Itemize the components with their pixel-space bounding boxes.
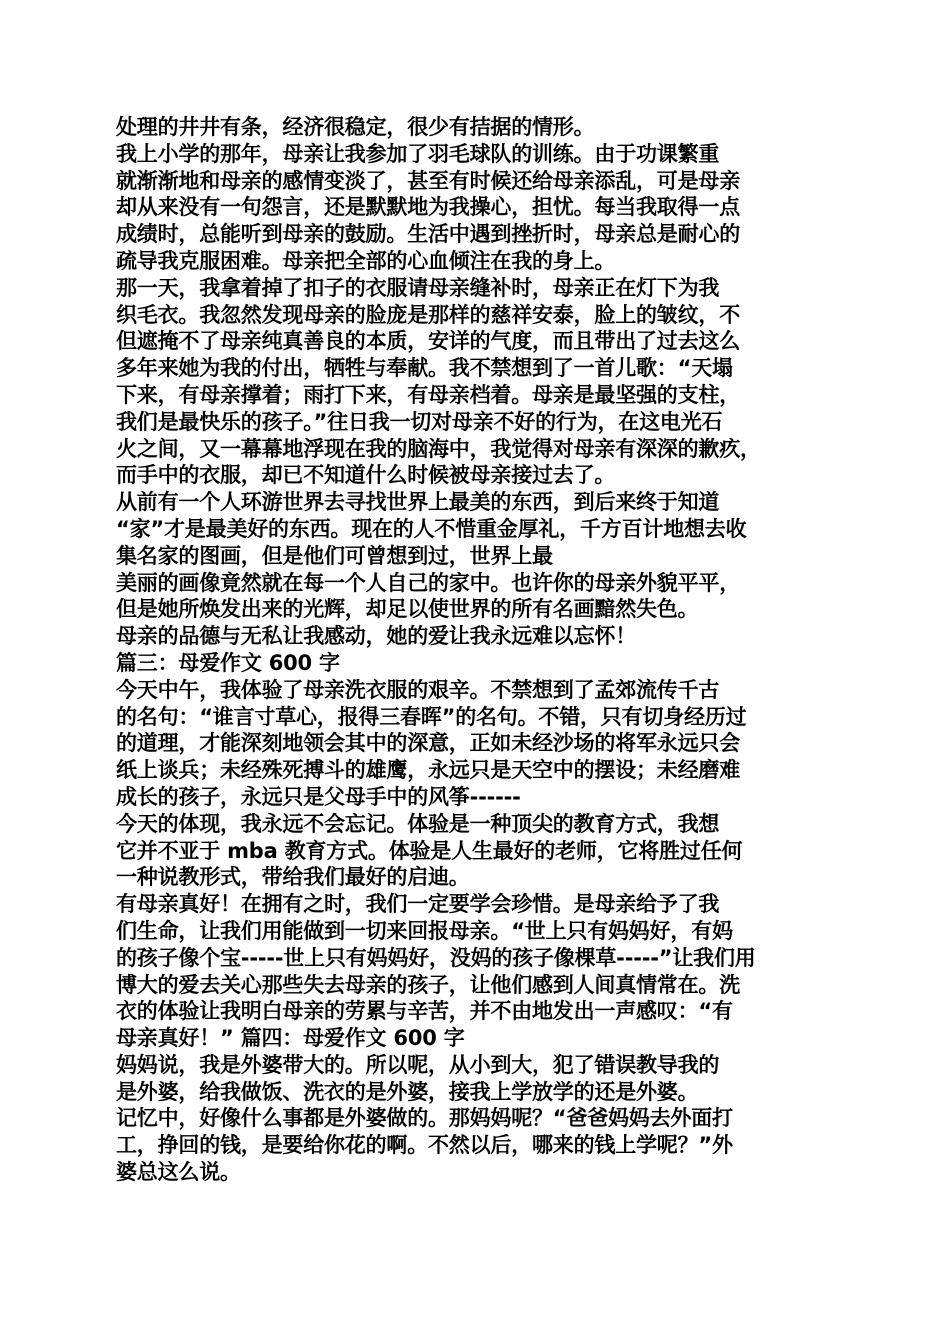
- text-line: 我上小学的那年，母亲让我参加了羽毛球队的训练。由于功课繁重: [116, 141, 720, 166]
- text-line: 婆总这么说。: [116, 1160, 241, 1185]
- text-line: 我们是最快乐的孩子。”往日我一切对母亲不好的行为，在这电光石: [116, 409, 723, 434]
- text-line: 篇三：母爱作文 600 字: [116, 650, 340, 675]
- essay-text-block: [116, 114, 846, 1186]
- text-line: 有母亲真好！在拥有之时，我们一定要学会珍惜。是母亲给予了我: [116, 892, 720, 917]
- text-line: 记忆中，好像什么事都是外婆做的。那妈妈呢？“爸爸妈妈去外面打: [116, 1106, 733, 1131]
- text-line: 们生命，让我们用能做到一切来回报母亲。“世上只有妈妈好，有妈: [116, 918, 733, 943]
- text-line: 是外婆，给我做饭、洗衣的是外婆，接我上学放学的还是外婆。: [116, 1079, 699, 1104]
- text-line: 一种说教形式，带给我们最好的启迪。: [116, 865, 470, 890]
- text-line: 但是她所焕发出来的光辉，却足以使世界的所有名画黯然失色。: [116, 597, 699, 622]
- text-line: 博大的爱去关心那些失去母亲的孩子，让他们感到人间真情常在。洗: [116, 972, 740, 997]
- text-line: 的孩子像个宝-----世上只有妈妈好，没妈的孩子像棵草-----”让我们用: [116, 945, 756, 970]
- text-line: 美丽的画像竟然就在每一个人自己的家中。也许你的母亲外貌平平，: [116, 570, 740, 595]
- text-line: 织毛衣。我忽然发现母亲的脸庞是那样的慈祥安泰，脸上的皱纹，不: [116, 302, 740, 327]
- text-line: 就渐渐地和母亲的感情变淡了，甚至有时候还给母亲添乱，可是母亲: [116, 168, 740, 193]
- text-line: 下来，有母亲撑着；雨打下来，有母亲档着。母亲是最坚强的支柱，: [116, 382, 740, 407]
- text-line: 的道理，才能深刻地领会其中的深意，正如未经沙场的将军永远只会: [116, 731, 740, 756]
- text-line: “家”才是最美好的东西。现在的人不惜重金厚礼，千方百计地想去收: [116, 516, 747, 541]
- text-line: 妈妈说，我是外婆带大的。所以呢，从小到大，犯了错误教导我的: [116, 1052, 720, 1077]
- text-line: 成长的孩子，永远只是父母手中的风筝------: [116, 784, 521, 809]
- text-line: 处理的井井有条，经济很稳定，很少有拮据的情形。: [116, 115, 595, 139]
- text-line: 的名句：“谁言寸草心，报得三春晖”的名句。不错，只有切身经历过: [116, 704, 747, 729]
- text-line: 衣的体验让我明白母亲的劳累与辛苦，并不由地发出一声感叹：“有: [116, 999, 733, 1024]
- text-line: 从前有一个人环游世界去寻找世界上最美的东西，到后来终于知道: [116, 490, 720, 515]
- text-line: 而手中的衣服，却已不知道什么时候被母亲接过去了。: [116, 463, 616, 488]
- text-line: 今天中午，我体验了母亲洗衣服的艰辛。不禁想到了孟郊流传千古: [116, 677, 720, 702]
- text-line: 但遮掩不了母亲纯真善良的本质，安详的气度，而且带出了过去这么: [116, 329, 740, 354]
- text-line: 它并不亚于 mba 教育方式。体验是人生最好的老师，它将胜过任何: [116, 838, 743, 863]
- text-line: 那一天，我拿着掉了扣子的衣服请母亲缝补时，母亲正在灯下为我: [116, 275, 720, 300]
- text-line: 却从来没有一句怨言，还是默默地为我操心，担忧。每当我取得一点: [116, 195, 740, 220]
- text-line: 多年来她为我的付出，牺牲与奉献。我不禁想到了一首儿歌：“天塌: [116, 356, 733, 381]
- text-line: 疏导我克服困难。母亲把全部的心血倾注在我的身上。: [116, 248, 616, 273]
- text-line: 火之间，又一幕幕地浮现在我的脑海中，我觉得对母亲有深深的歉疚，: [116, 436, 761, 461]
- text-line: 今天的体现，我永远不会忘记。体验是一种顶尖的教育方式，我想: [116, 811, 720, 836]
- text-line: 母亲的品德与无私让我感动，她的爱让我永远难以忘怀！: [116, 624, 636, 649]
- text-line: 集名家的图画，但是他们可曾想到过，世界上最: [116, 543, 553, 568]
- text-line: 工，挣回的钱，是要给你花的啊。不然以后，哪来的钱上学呢？”外: [116, 1133, 733, 1158]
- text-line: 纸上谈兵；未经殊死搏斗的雄鹰，永远只是天空中的摆设；未经磨难: [116, 758, 740, 783]
- text-line: 母亲真好！” 篇四：母爱作文 600 字: [116, 1026, 465, 1051]
- text-line: 成绩时，总能听到母亲的鼓励。生活中遇到挫折时，母亲总是耐心的: [116, 222, 740, 247]
